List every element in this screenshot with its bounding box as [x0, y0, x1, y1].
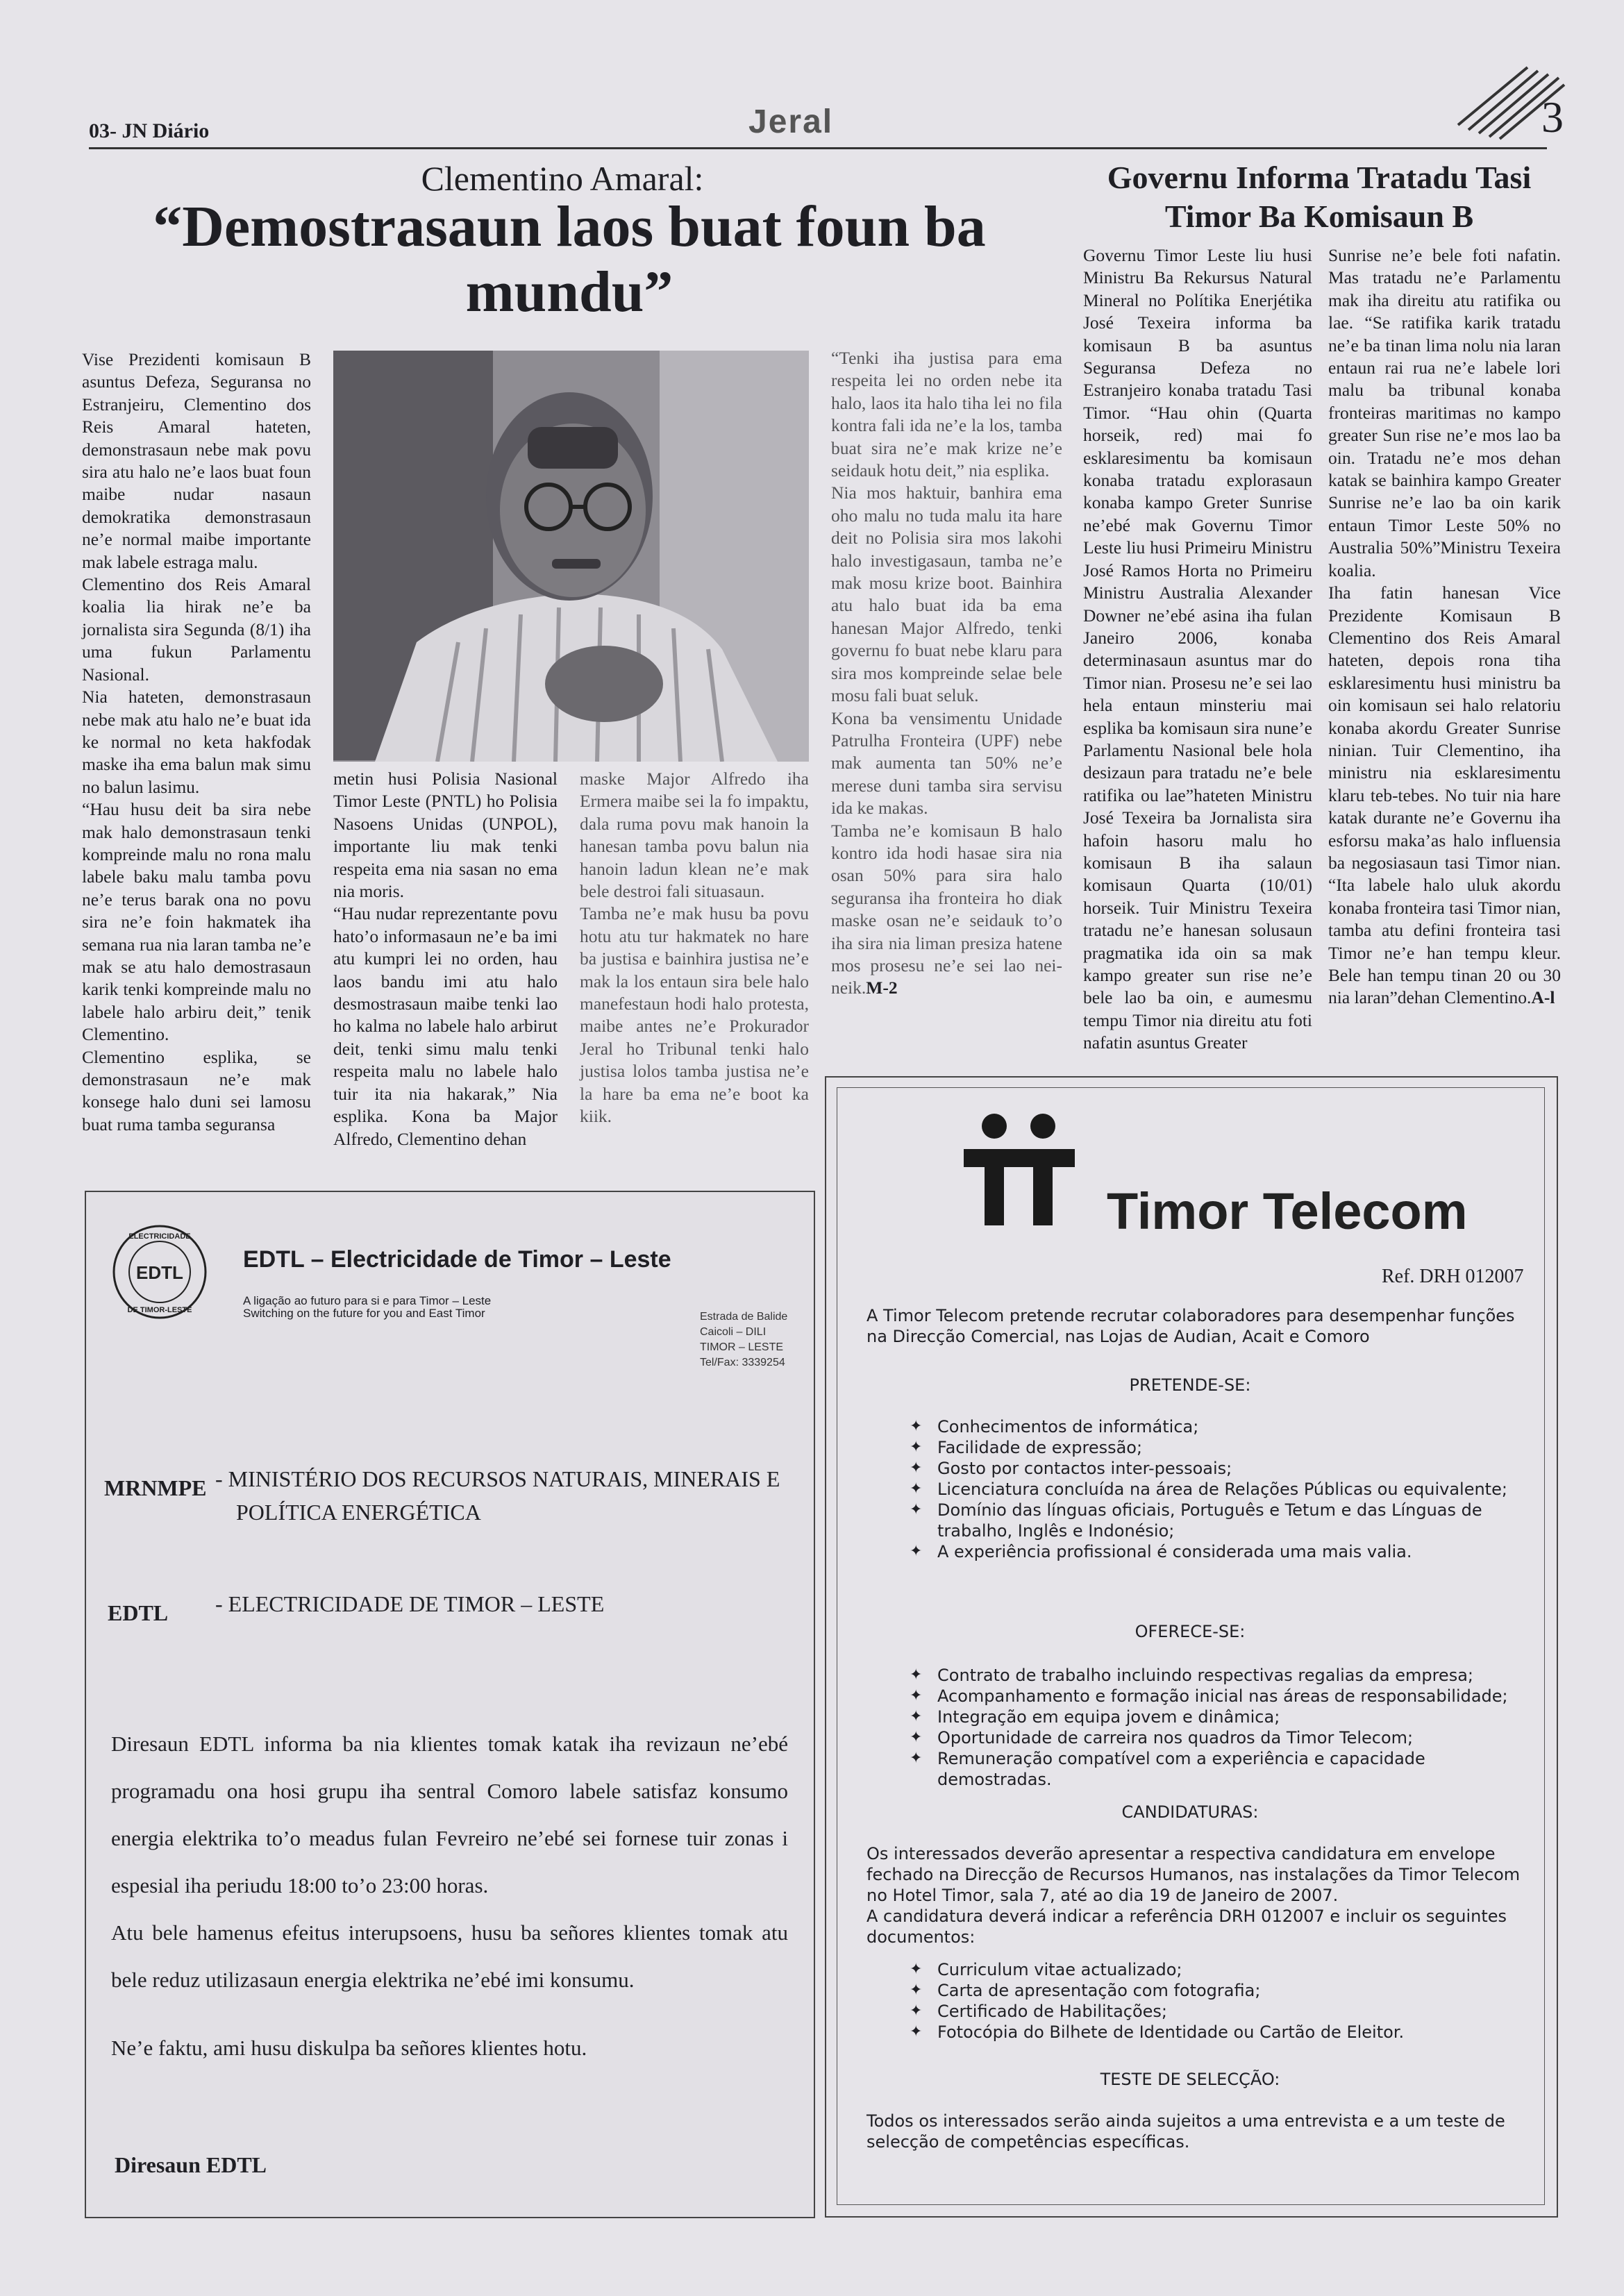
list-item: ✦ Contrato de trabalho incluindo respectivas regalias da empresa;: [901, 1665, 1526, 1686]
edtl-logo-text-bottom: DE TIMOR-LESTE: [127, 1306, 192, 1314]
list-item: ✦ Integração em equipa jovem e dinâmica;: [901, 1707, 1526, 1727]
list-item: ✦ Facilidade de expressão;: [901, 1437, 1526, 1458]
tt-intro: A Timor Telecom pretende recrutar colaboradores para desempenhar funções na Direcção Comercial, nas Lojas de Audian, Acait e Comoro: [867, 1306, 1515, 1346]
edtl-tagline: A ligação ao futuro para si e para Timor – Leste Switching on the future for you and East Timor: [243, 1294, 492, 1320]
edtl-signature: Diresaun EDTL: [115, 2152, 267, 2177]
list-item: ✦ Fotocópia do Bilhete de Identidade ou Cartão de Eleitor.: [901, 2022, 1526, 2043]
article-kicker: Clementino Amaral:: [421, 159, 704, 198]
list-item: ✦ Conhecimentos de informática;: [901, 1416, 1526, 1437]
section-title: Jeral: [748, 103, 834, 140]
edtl-row-text-1: - MINISTÉRIO DOS RECURSOS NATURAIS, MINERAIS E: [215, 1466, 780, 1491]
edtl-row-abbr-2: [108, 1600, 168, 1626]
list-item: ✦ Curriculum vitae actualizado;: [901, 1959, 1526, 1980]
article-column-2: metin husi Polisia Nasional Timor Leste (PNTL) ho Polisia Nasoens Unidas (UNPOL), importante liu mak tenki respeita ema nia sasan no ema nia moris. “Hau nudar reprezentante povu hato’o informasaun ne’e ba imi atu kumpri lei no orden, hau laos bandu imi atu halo desmostrasaun maibe tenki lao ho kalma no labele halo arbirut deit, tenki simu malu tenki respeita malu no labele halo tuir ita nia hakarak,” Nia esplika. Kona ba Major Alfredo, Clementino dehan: [333, 769, 558, 1149]
edtl-notice-paragraph-3: Ne’e faktu, ami husu diskulpa ba señores klientes hotu.: [111, 2036, 587, 2060]
edtl-notice-paragraph-1: Diresaun EDTL informa ba nia klientes tomak katak iha revizaun ne’ebé programadu ona hosi grupu iha sentral Comoro labele satisfaz konsumo energia elektrika to’o meadus fulan Fevreiro ne’ebé sei fornese tuir zonas i espesial iha periudu 18:00 to’o 23:00 horas.: [111, 1732, 788, 1897]
tt-reference: Ref. DRH 012007: [1382, 1266, 1524, 1287]
edtl-address: Estrada de Balide Caicoli – DILI TIMOR – LESTE Tel/Fax: 3339254: [700, 1311, 788, 1368]
tt-documentos-list: [901, 1959, 1526, 2043]
article-column-1: Vise Prezidenti komisaun B asuntus Defeza, Seguransa no Estranjeiru, Clementino dos Reis Amaral hateten, demonstrasaun nebe mak povu sira atu halo ne’e laos buat foun maibe nudar nasaun demokratika demonstrasaun ne’e normal maibe importante mak labele estraga malu. Clementino dos Reis Amaral koalia lia hirak ne’e ba jornalista sira Segunda (8/1) iha uma fukun Parlamentu Nasional. Nia hateten, demonstrasaun nebe mak atu halo ne’e buat ida ke normal no keta hakfodak maske iha ema balun mak simu no balun lasimu. “Hau husu deit ba sira nebe mak halo demonstrasaun tenki kompreinde malu no rona malu labele baku malu tamba povu ne’e terus barak ona no povu sira ne’e foin hakmatek iha semana rua nia laran tamba ne’e mak se atu halo demostrasaun karik tenki kompreinde malu no labele halo arbiru deit,” tenik Clementino. Clementino esplika, se demonstrasaun ne’e mak konsege halo duni sei lamosu buat ruma tamba seguransa: [82, 349, 311, 1134]
tt-teste-text: Todos os interessados serão ainda sujeitos a uma entrevista e a um teste de selecção de competências específicas.: [867, 2111, 1505, 2152]
gov-article-column-2: [1328, 244, 1561, 1009]
edtl-logo-text-top: ELECTRICIDADE: [128, 1232, 191, 1241]
gov-article-title: Governu Informa Tratadu Tasi Timor Ba Komisaun B: [1107, 160, 1532, 234]
tt-pretende-list: [901, 1416, 1526, 1562]
edtl-row-abbr-1: [104, 1475, 207, 1501]
list-item: ✦ Gosto por contactos inter-pessoais;: [901, 1458, 1526, 1479]
list-item: ✦ Licenciatura concluída na área de Relações Públicas ou equivalente;: [901, 1479, 1526, 1500]
tt-candidaturas-heading: CANDIDATURAS:: [1121, 1802, 1259, 1822]
article-headline: “Demostrasaun laos buat foun ba mundu”: [153, 194, 986, 324]
edtl-row-text-2: - ELECTRICIDADE DE TIMOR – LESTE: [215, 1591, 605, 1616]
article-column-4: [831, 347, 1062, 1000]
header-rule: [89, 147, 1547, 149]
article-column-4-text: “Tenki iha justisa para ema respeita lei no orden nebe ita halo, laos ita halo tiha lei no fila kontra fali ida ne’e la los, tamba buat sira ne’e mak krize ne’e seidauk hotu deit,” nia esplika. Nia mos haktuir, banhira ema oho malu no tuda malu ita hare deit no Polisia sira mos lakohi halo investigasaun, tamba ne’e mak mosu krize boot. Bainhira atu halo buat ida ba ema hanesan Major Alfredo, tenki governu fo buat nebe klaru para sira mos kompreinde selae bele mosu fali buat seluk. Kona ba vensimentu Unidade Patrulha Fronteira (UPF) nebe mak aumenta tan 50% ne’e merese duni tamba sira servisu ida ke makas. Tamba ne’e komisaun B halo kontro ida hodi hasae sira nia osan 50% para sira halo seguransa iha fronteira ho diak maske osan ne’e seidauk to’o iha sira nia liman presiza hatene mos prosesu ne’e sei lao nei-neik.: [831, 348, 1062, 998]
edtl-logo-mark: EDTL: [136, 1262, 183, 1283]
list-item: ✦ Oportunidade de carreira nos quadros da Timor Telecom;: [901, 1727, 1526, 1748]
photo-illustration: [333, 351, 809, 762]
tt-candidaturas-paragraph-1: Os interessados deverão apresentar a respectiva candidatura em envelope fechado na Direcção de Recursos Humanos, nas instalações da Timor Telecom no Hotel Timor, sala 7, até ao dia 19 de Janeiro de 2007.: [867, 1844, 1521, 1905]
list-item: ✦ A experiência profissional é considerada uma mais valia.: [901, 1541, 1526, 1562]
gov-article-signature: A-l: [1531, 987, 1555, 1008]
gov-article-column-1: Governu Timor Leste liu husi Ministru Ba Rekursus Natural Mineral no Polítika Enerjétika José Texeira informa ba komisaun B ba asuntus Seguransa Defeza no Estranjeiro konaba tratadu Tasi Timor. “Hau ohin (Quarta horseik, red) mai fo esklaresimentu ba komisaun konaba tratadu explorasaun konaba kampo Greter Sunrise ne’ebé mak Governu Timor Leste liu husi Primeiru Ministru José Ramos Horta no Primeiru Ministru Australia Alexander Downer ne’ebé asina iha fulan Janeiro 2006, konaba determinasaun asuntus mar do Timor nian. Prosesu ne’e sei lao hela entaun minsteriu mai esplika ba komisaun sira nune’e Parlamentu Nasional bele hola desizaun para tratadu ne’e bele ratifika ou lae”hateten Ministru José Texeira ba Jornalista sira hafoin hasoru malu ho komisaun B iha salaun komisaun Quarta (10/01) horseik. Tuir Ministru Texeira tratadu ne’e hanesan solusaun pragmatika ida oin sa mak kampo greater sun rise ne’e bele lao ba oin, e aumesmu tempu Timor nia direitu atu foti nafatin asuntus Greater: [1083, 245, 1312, 1053]
edtl-logo: [111, 1223, 208, 1321]
gov-article-column-2-text: Sunrise ne’e bele foti nafatin. Mas tratadu ne’e Parlamentu mak iha direitu atu ratifika ou lae. “Se ratifika karik tratadu ne’e ba tinan lima nolu nia laran entaun rai rua ne’e labele lori malu ba tribunal konaba fronteiras maritimas no kampo greater Sun rise ne’e mos lao ba oin. Tratadu ne’e mos dehan katak se bainhira kampo Greater Sunrise ne’e lao ba oin karik entaun Timor Leste 50% no Australia 50%”Ministru Texeira koalia. Iha fatin hanesan Vice Prezidente Komisaun B Clementino dos Reis Amaral hateten, depois rona tiha esklaresimentu husi ministru ba oin komisaun sei halo relatoriu konaba akordu Greater Sunrise ninian. Tuir Clementino, iha ministru nia esklaresimentu klaru teb-tebes. No tuir nia hare katak durante ne’e Governu iha esforsu maka’as halo influensia ba negosiasaun tasi Timor nian. “Ita labele halo uluk akordu konaba fronteira tasi Timor nian, tamba atu defini fronteira tasi Timor ne’e han tempu kleur. Bele han tempu tinan 20 ou 30 nia laran”dehan Clementino.: [1328, 245, 1561, 1008]
mrnmpe-abbr: MRNMPE: [104, 1475, 207, 1500]
page-number: 3: [1541, 92, 1564, 142]
list-item: ✦ Domínio das línguas oficiais, Português e Tetum e das Línguas de trabalho, Inglês e Indonésio;: [901, 1500, 1526, 1541]
newspaper-issue: 03- JN Diário: [89, 119, 210, 142]
edtl-notice-paragraph-2: Atu bele hamenus efeitus interupsoens, husu ba señores klientes tomak atu bele reduz utilizasaun energia elektrika ne’ebé imi konsumu.: [111, 1920, 788, 1992]
tt-company-name: Timor Telecom: [1107, 1182, 1468, 1240]
tt-logo-icon: [958, 1111, 1083, 1229]
article-column-3: maske Major Alfredo iha Ermera maibe sei la fo impaktu, dala ruma povu mak hanoin la hanesan tamba povu balun nia hanoin ladun klean ne’e mak bele destroi fali situasaun. Tamba ne’e mak husu ba povu hotu atu tur hakmatek no hare ba justisa e bainhira justisa ne’e mak la los entaun sira bele halo manefestaun hodi halo protesta, maibe antes ne’e Prokurador Jeral ho Tribunal tenki halo justisa lolos tamba justisa ne’e la hare ba ema ne’e boot ka kiik.: [580, 769, 809, 1127]
tt-teste-heading: TESTE DE SELECÇÃO:: [1100, 2070, 1280, 2089]
article-photo: [333, 351, 809, 762]
tt-candidaturas-text: [867, 1843, 1526, 1947]
edtl-company-name: EDTL – Electricidade de Timor – Leste: [243, 1246, 671, 1273]
tt-oferece-heading: OFERECE-SE:: [1135, 1622, 1246, 1641]
list-item: ✦ Carta de apresentação com fotografia;: [901, 1980, 1526, 2001]
tt-candidaturas-paragraph-2: A candidatura deverá indicar a referência DRH 012007 e incluir os seguintes documentos:: [867, 1907, 1507, 1947]
list-item: ✦ Certificado de Habilitações;: [901, 2001, 1526, 2022]
tt-pretende-heading: PRETENDE-SE:: [1129, 1375, 1251, 1395]
tt-oferece-list: [901, 1665, 1526, 1790]
list-item: ✦ Remuneração compatível com a experiência e capacidade demostradas.: [901, 1748, 1526, 1790]
edtl-row-text-1b: POLÍTICA ENERGÉTICA: [236, 1500, 481, 1525]
list-item: ✦ Acompanhamento e formação inicial nas áreas de responsabilidade;: [901, 1686, 1526, 1707]
edtl-notice-body: [111, 1720, 788, 2072]
edtl-abbr: EDTL: [108, 1600, 169, 1625]
article-signature: M-2: [866, 978, 898, 998]
